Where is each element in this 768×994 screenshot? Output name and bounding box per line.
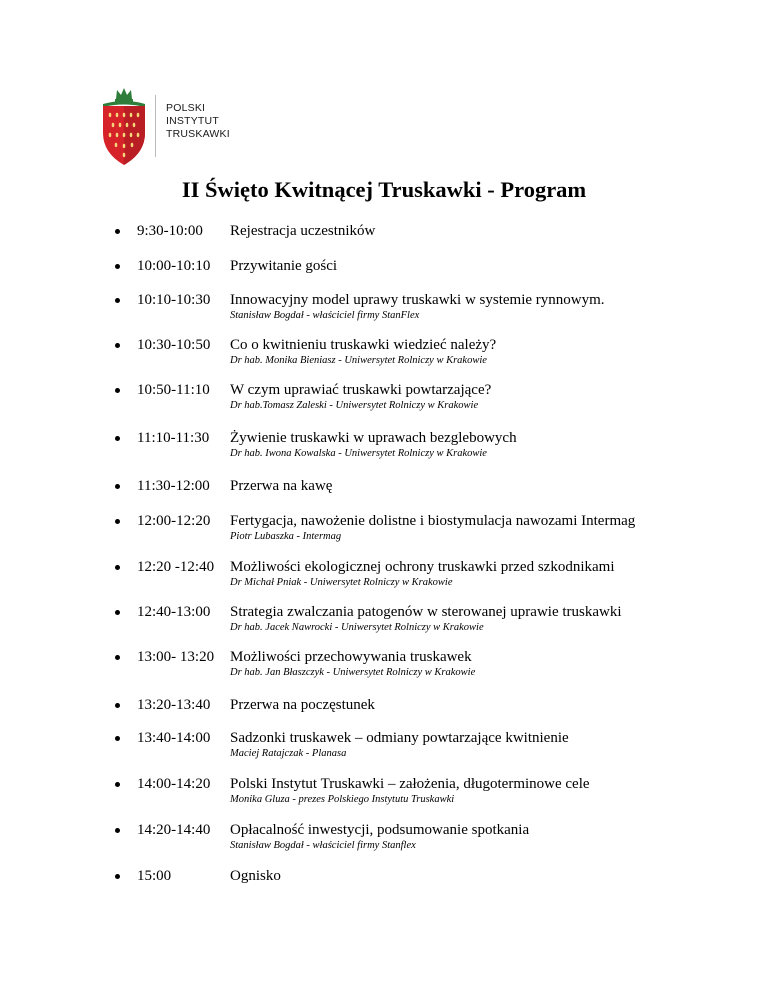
bullet-icon	[115, 610, 120, 615]
item-time: 10:10-10:30	[137, 292, 211, 308]
item-topic: Opłacalność inwestycji, podsumowanie spotkania	[230, 822, 530, 838]
item-time: 10:50-11:10	[137, 382, 210, 398]
bullet-icon	[115, 519, 120, 524]
item-topic: Możliwości ekologicznej ochrony truskawki przed szkodnikami	[230, 559, 615, 575]
bullet-icon	[115, 298, 120, 303]
item-speaker: Stanisław Bogdał - właściciel firmy Stanflex	[230, 840, 416, 851]
item-topic: Fertygacja, nawożenie dolistne i biostymulacja nawozami Intermag	[230, 513, 636, 529]
item-speaker: Maciej Ratajczak - Planasa	[230, 748, 347, 759]
bullet-icon	[115, 828, 120, 833]
item-topic: Żywienie truskawki w uprawach bezglebowych	[230, 430, 517, 446]
bullet-icon	[115, 736, 120, 741]
item-topic: Przerwa na kawę	[230, 478, 333, 494]
item-speaker: Dr hab.Tomasz Zaleski - Uniwersytet Rolniczy w Krakowie	[230, 400, 479, 411]
bullet-icon	[115, 388, 120, 393]
bullet-icon	[115, 436, 120, 441]
item-topic: Przerwa na poczęstunek	[230, 697, 375, 713]
logo-line: POLSKI	[166, 102, 206, 114]
bullet-icon	[115, 343, 120, 348]
item-topic: Sadzonki truskawek – odmiany powtarzające kwitnienie	[230, 730, 569, 746]
item-speaker: Piotr Lubaszka - Intermag	[230, 531, 342, 542]
item-speaker: Dr hab. Jacek Nawrocki - Uniwersytet Rolniczy w Krakowie	[230, 622, 484, 633]
item-speaker: Dr hab. Monika Bieniasz - Uniwersytet Rolniczy w Krakowie	[230, 355, 487, 366]
item-speaker: Monika Gluza - prezes Polskiego Instytutu Truskawki	[230, 794, 455, 805]
item-topic: Innowacyjny model uprawy truskawki w systemie rynnowym.	[230, 292, 605, 308]
item-topic: Strategia zwalczania patogenów w sterowanej uprawie truskawki	[230, 604, 622, 620]
item-time: 11:10-11:30	[137, 430, 210, 446]
item-time: 9:30-10:00	[137, 223, 203, 239]
item-speaker: Stanisław Bogdał - właściciel firmy StanFlex	[230, 310, 420, 321]
item-time: 15:00	[137, 868, 172, 884]
item-time: 13:40-14:00	[137, 730, 211, 746]
item-time: 12:40-13:00	[137, 604, 211, 620]
item-time: 12:00-12:20	[137, 513, 211, 529]
item-topic: Przywitanie gości	[230, 258, 338, 274]
bullet-icon	[115, 229, 120, 234]
item-speaker: Dr hab. Jan Błaszczyk - Uniwersytet Rolniczy w Krakowie	[230, 667, 476, 678]
item-time: 10:30-10:50	[137, 337, 211, 353]
bullet-icon	[115, 874, 120, 879]
item-speaker: Dr Michał Pniak - Uniwersytet Rolniczy w Krakowie	[230, 577, 453, 588]
item-topic: Ognisko	[230, 868, 281, 884]
item-time: 13:00- 13:20	[137, 649, 215, 665]
item-topic: Możliwości przechowywania truskawek	[230, 649, 472, 665]
item-time: 14:20-14:40	[137, 822, 211, 838]
item-time: 11:30-12:00	[137, 478, 210, 494]
bullet-icon	[115, 703, 120, 708]
bullet-icon	[115, 565, 120, 570]
item-speaker: Dr hab. Iwona Kowalska - Uniwersytet Rolniczy w Krakowie	[230, 448, 487, 459]
item-time: 14:00-14:20	[137, 776, 211, 792]
item-time: 12:20 -12:40	[137, 559, 215, 575]
item-time: 10:00-10:10	[137, 258, 211, 274]
page-title: II Święto Kwitnącej Truskawki - Program	[181, 177, 587, 202]
logo-line: TRUSKAWKI	[166, 128, 230, 140]
item-topic: Co o kwitnieniu truskawki wiedzieć należy?	[230, 337, 497, 353]
bullet-icon	[115, 655, 120, 660]
bullet-icon	[115, 264, 120, 269]
item-topic: W czym uprawiać truskawki powtarzające?	[230, 382, 492, 398]
logo-line: INSTYTUT	[166, 115, 219, 127]
item-time: 13:20-13:40	[137, 697, 211, 713]
item-topic: Rejestracja uczestników	[230, 223, 376, 239]
item-topic: Polski Instytut Truskawki – założenia, długoterminowe cele	[230, 776, 590, 792]
bullet-icon	[115, 484, 120, 489]
bullet-icon	[115, 782, 120, 787]
